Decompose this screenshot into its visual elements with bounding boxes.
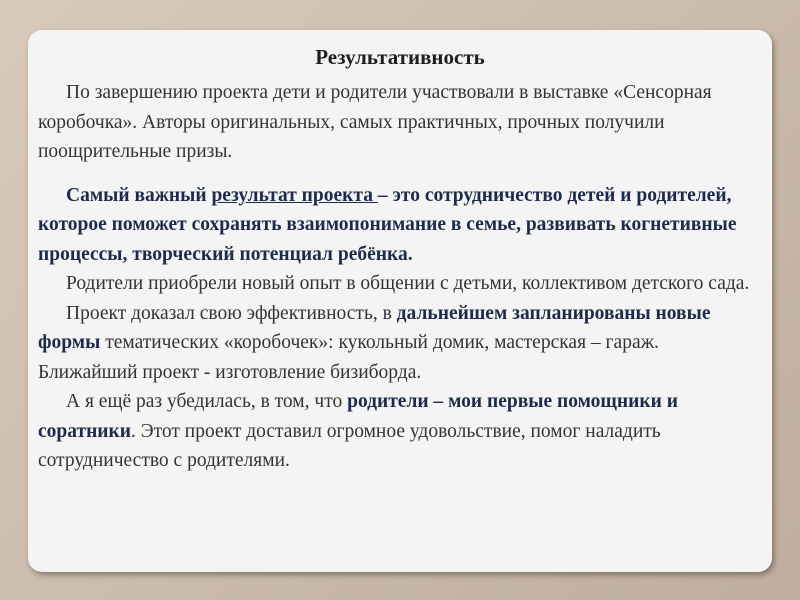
effectiveness-lead: Проект доказал свою эффективность, в bbox=[66, 302, 397, 324]
paragraph-effectiveness bbox=[38, 299, 762, 388]
main-result-rest: – это сотрудничество детей и родителей, которое поможет сохранять взаимопонимание в семье, развивать когнетивные процессы, творческий потенциал ребёнка. bbox=[38, 184, 737, 265]
spacer bbox=[38, 167, 762, 181]
paragraph-new-experience: Родители приобрели новый опыт в общении с детьми, коллективом детского сада. bbox=[66, 273, 750, 294]
paragraph-conclusion bbox=[38, 387, 762, 476]
paragraph-exhibition: По завершению проекта дети и родители участвовали в выставке «Сенсорная коробочка». Авторы оригинальных, самых практичных, прочных получили поощрительные призы. bbox=[38, 82, 712, 162]
slide-card bbox=[28, 30, 772, 572]
main-result-lead: Самый важный bbox=[66, 184, 212, 206]
slide-title: Результативность bbox=[315, 45, 485, 69]
effectiveness-bold: дальнейшем запланированы новые формы bbox=[38, 302, 711, 353]
paragraph-main-result bbox=[38, 181, 762, 270]
conclusion-bold: родители – мои первые помощники и соратники bbox=[38, 391, 678, 442]
conclusion-rest: . Этот проект доставил огромное удовольствие, помог наладить сотрудничество с родителями. bbox=[38, 420, 661, 471]
effectiveness-rest: тематических «коробочек»: кукольный домик, мастерская – гараж. Ближайший проект - изготовление бизиборда. bbox=[38, 332, 659, 383]
main-result-underlined: результат проекта bbox=[211, 184, 378, 206]
conclusion-lead: А я ещё раз убедилась, в том, что bbox=[66, 391, 348, 412]
